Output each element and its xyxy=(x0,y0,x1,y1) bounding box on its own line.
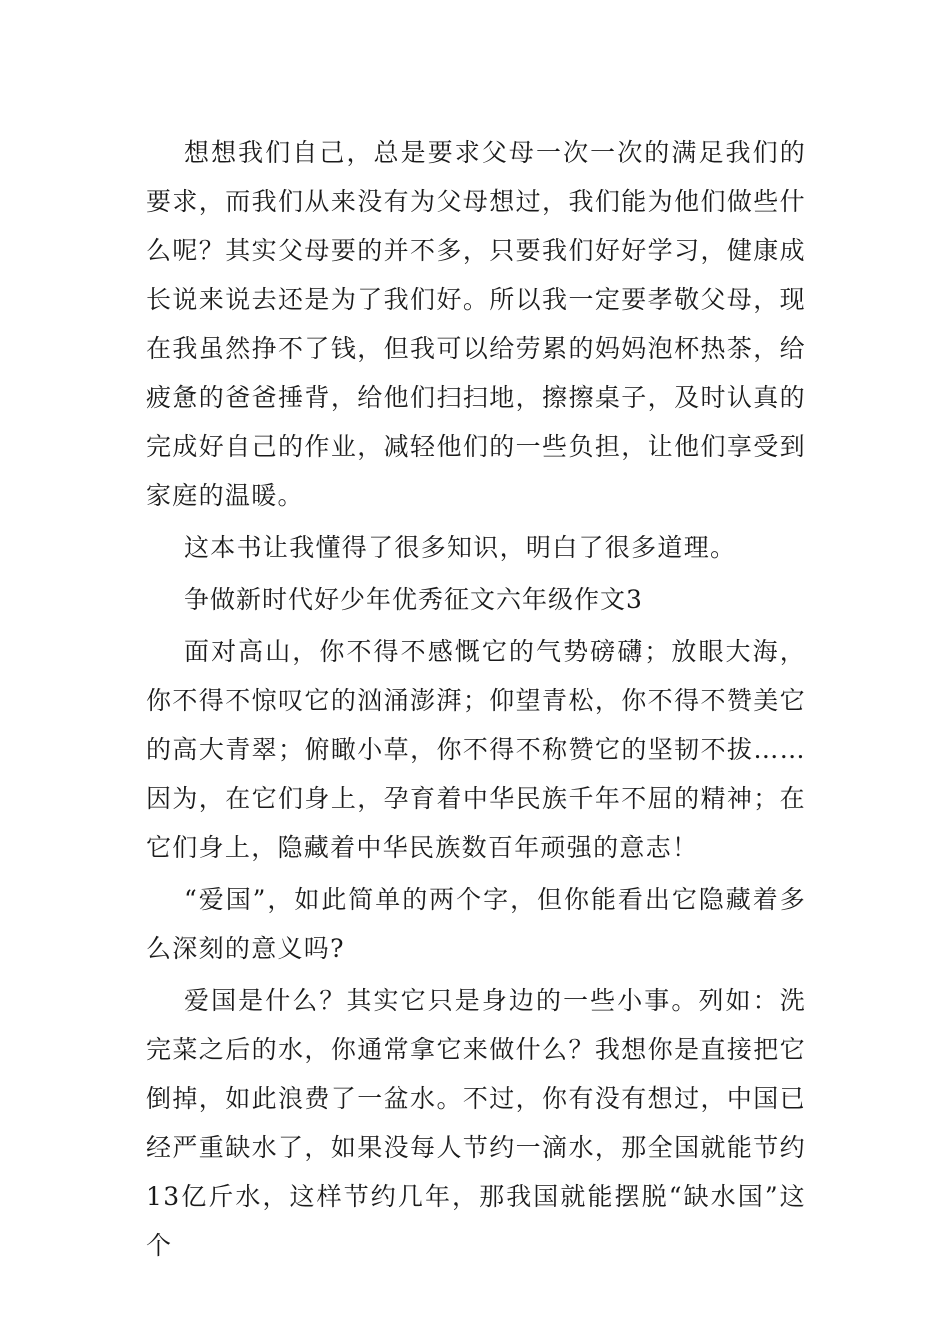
document-body xyxy=(146,128,806,1270)
paragraph-parents: 想想我们自己，总是要求父母一次一次的满足我们的要求，而我们从来没有为父母想过，我们能为他们做些什么呢？其实父母要的并不多，只要我们好好学习，健康成长说来说去还是为了我们好。所以我一定要孝敬父母，现在我虽然挣不了钱，但我可以给劳累的妈妈泡杯热茶，给疲惫的爸爸捶背，给他们扫扫地，擦擦桌子，及时认真的完成好自己的作业，减轻他们的一些负担，让他们享受到家庭的温暖。 xyxy=(146,138,806,510)
paragraph-saving-water: 爱国是什么？其实它只是身边的一些小事。列如：洗完菜之后的水，你通常拿它来做什么？我想你是直接把它倒掉，如此浪费了一盆水。不过，你有没有想过，中国已经严重缺水了，如果没每人节约一滴水，那全国就能节约13亿斤水，这样节约几年，那我国就能摆脱“缺水国”这个 xyxy=(146,986,806,1260)
paragraph-patriotism-question: “爱国”，如此简单的两个字，但你能看出它隐藏着多么深刻的意义吗? xyxy=(146,885,806,963)
essay-title: 争做新时代好少年优秀征文六年级作文3 xyxy=(184,585,643,614)
paragraph-book-lesson: 这本书让我懂得了很多知识，明白了很多道理。 xyxy=(184,533,737,562)
paragraph-nature-spirit: 面对高山，你不得不感慨它的气势磅礴；放眼大海，你不得不惊叹它的汹涌澎湃；仰望青松，你不得不赞美它的高大青翠；俯瞰小草，你不得不称赞它的坚韧不拔……因为，在它们身上，孕育着中华民族千年不屈的精神；在它们身上，隐藏着中华民族数百年顽强的意志！ xyxy=(146,637,806,862)
